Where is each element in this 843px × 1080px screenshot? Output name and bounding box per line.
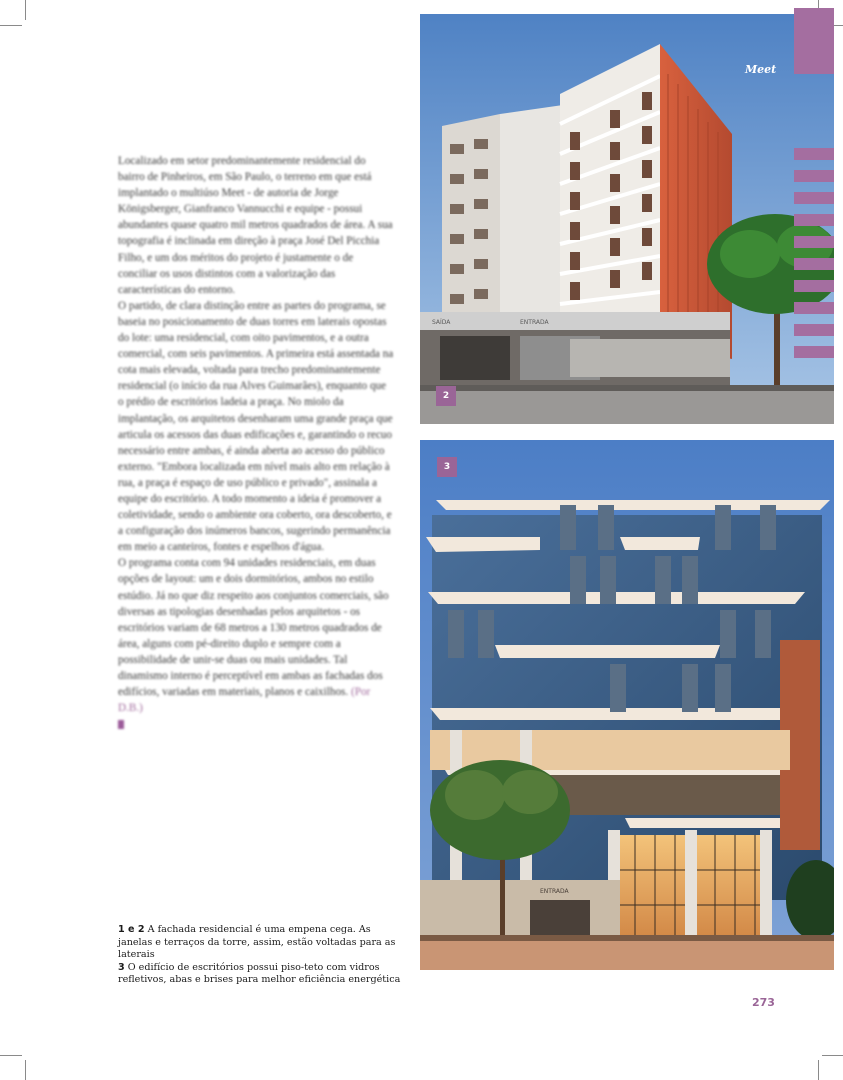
caption-1: 1 e 2 A fachada residencial é uma empena cega. As janelas e terraços da torre, assim, estão voltadas para as laterais <box>118 924 396 961</box>
article-paragraph: O programa conta com 94 unidades residenciais, em duas opções de layout: um e dois dormitórios, ambos no estilo estúdio. Já no que diz respeito aos conjuntos comerciais, são diversas as tipologias desenhadas pelos arquitetos - os escritórios variam de 68 metros a 130 metros quadrados de área, alguns com pé-direito duplo e sempre com a possibilidade de unir-se duas ou mais unidades. Tal dinamismo interno é perceptível em ambas as fachadas dos edifícios, variadas em materiais, planos e caixilhos. (Por D.B.) <box>118 557 389 715</box>
caption-2: 3 O edifício de escritórios possui piso-teto com vidros refletivos, abas e brises para melhor eficiência energética <box>118 961 401 986</box>
sign-exit: SAÍDA <box>432 319 451 326</box>
photo-badge-3: 3 <box>437 457 457 477</box>
caption-1-label: 1 e 2 <box>118 924 145 935</box>
photo-badge-2: 2 <box>436 386 456 406</box>
section-stripes <box>794 148 834 368</box>
crop-mark <box>25 1060 26 1080</box>
page-number: 273 <box>752 996 775 1009</box>
caption-2-label: 3 <box>118 961 125 973</box>
photo-office-tower <box>420 440 834 970</box>
article-paragraph: Localizado em setor predominantemente residencial do bairro de Pinheiros, em São Paulo, o terreno em que está implantado o multiúso Meet - de autoria de Jorge Königsberger, Gianfranco Vannucchi e equipe - possui abundantes quase quatro mil metros quadrados de área. A sua topografia é inclinada em direção à praça José Del Picchia Filho, e um dos méritos do projeto é justamente o de conciliar os usos distintos com a valorização das características do entorno. <box>118 155 393 296</box>
article-paragraph: O partido, de clara distinção entre as partes do programa, se baseia no posicionamento de duas torres em laterais opostas do lote: uma residencial, com oito pavimentos, e a outra comercial, com seis pavimentos. A primeira está assentada na cota mais elevada, voltada para trecho predominantemente residencial (o início da rua Alves Guimarães), enquanto que o prédio de escritórios ladeia a praça. No miolo da implantação, os arquitetos desenharam uma grande praça que articula os acessos das duas edificações e, garantindo o recuo necessário entre ambas, é ainda aberta ao acesso do público externo. "Embora localizada em nível mais alto em relação à rua, a praça é espaço de uso público e privado", assinala a equipe do escritório. A todo momento a ideia é promover a coletividade, sendo o ambiente ora coberto, ora descoberto, e a configuração dos inúmeros bancos, sugerindo permanência em meio a canteiros, fontes e espelhos d'água. <box>118 299 394 554</box>
article-body <box>118 153 394 734</box>
caption-block <box>118 924 408 987</box>
end-of-article-mark <box>118 720 124 729</box>
sign-entrance: ENTRADA <box>520 319 549 326</box>
crop-mark <box>818 1060 819 1080</box>
byline: (Por D.B.) <box>118 686 371 715</box>
crop-mark <box>0 25 22 26</box>
sign-entrance: ENTRADA <box>540 888 569 895</box>
section-label: Meet <box>745 63 777 76</box>
crop-mark <box>822 1055 843 1056</box>
crop-mark <box>25 0 26 20</box>
crop-mark <box>0 1055 22 1056</box>
section-tab <box>794 8 834 74</box>
